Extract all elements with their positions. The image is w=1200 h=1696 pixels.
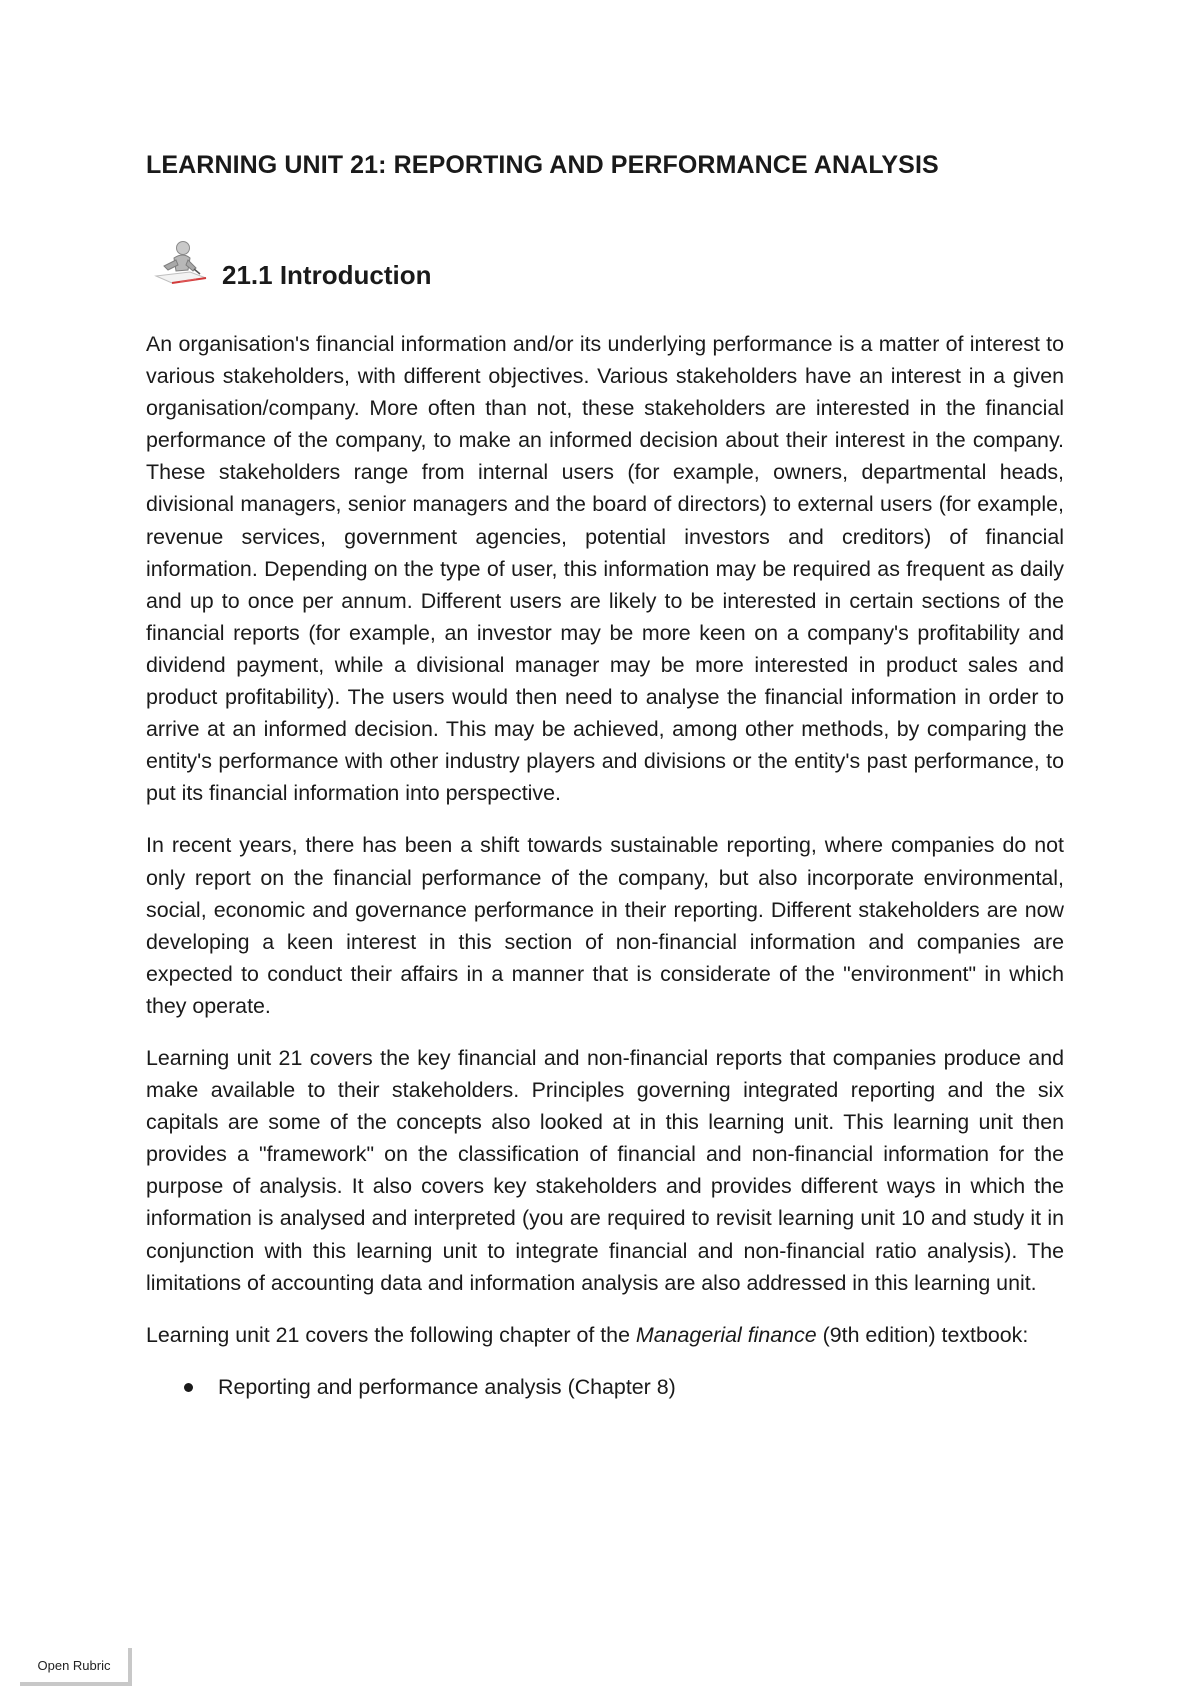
- textbook-intro-text: Learning unit 21 covers the following chapter of the: [146, 1322, 636, 1347]
- paragraph-textbook: [146, 1319, 1064, 1351]
- textbook-edition-text: (9th edition) textbook:: [816, 1322, 1029, 1347]
- paragraph-2: In recent years, there has been a shift towards sustainable reporting, where companies do not only report on the financial performance of the company, but also incorporate environmental, social, economic and governance performance in their reporting. Different stakeholders are now developing a keen interest in this section of non-financial information and companies are expected to conduct their affairs in a manner that is considerate of the "environment" in which they operate.: [146, 833, 1064, 1018]
- section-header: [150, 236, 750, 296]
- document-body: [146, 328, 1064, 1403]
- open-rubric-button[interactable]: Open Rubric: [20, 1648, 132, 1686]
- section-heading: 21.1 Introduction: [222, 260, 432, 290]
- chapter-list: [146, 1371, 1064, 1403]
- paragraph-1: An organisation's financial information and/or its underlying performance is a matter of interest to various stakeholders, with different objectives. Various stakeholders have an interest in a given organisation/company. More often than not, these stakeholders are interested in the financial performance of the company, to make an informed decision about their interest in the company. These stakeholders range from internal users (for example, owners, departmental heads, divisional managers, senior managers and the board of directors) to external users (for example, revenue services, government agencies, potential investors and creditors) of financial information. Depending on the type of user, this information may be required as frequent as daily and up to once per annum. Different users are likely to be interested in certain sections of the financial reports (for example, an investor may be more keen on a company's profitability and dividend payment, while a divisional manager may be more interested in product sales and product profitability). The users would then need to analyse the financial information in order to arrive at an informed decision. This may be achieved, among other methods, by comparing the entity's performance with other industry players and divisions or the entity's past performance, to put its financial information into perspective.: [146, 332, 1064, 806]
- textbook-title: Managerial finance: [635, 1322, 817, 1347]
- list-item: Reporting and performance analysis (Chapter 8): [146, 1371, 1064, 1403]
- page-title: LEARNING UNIT 21: REPORTING AND PERFORMANCE ANALYSIS: [146, 151, 939, 179]
- paragraph-3: Learning unit 21 covers the key financial and non-financial reports that companies produce and make available to their stakeholders. Principles governing integrated reporting and the six capitals are some of the concepts also looked at in this learning unit. This learning unit then provides a "framework" on the classification of financial and non-financial information for the purpose of analysis. It also covers key stakeholders and provides different ways in which the information is analysed and interpreted (you are required to revisit learning unit 10 and study it in conjunction with this learning unit to integrate financial and non-financial ratio analysis). The limitations of accounting data and information analysis are also addressed in this learning unit.: [146, 1045, 1064, 1295]
- person-at-desk-icon: [150, 236, 212, 292]
